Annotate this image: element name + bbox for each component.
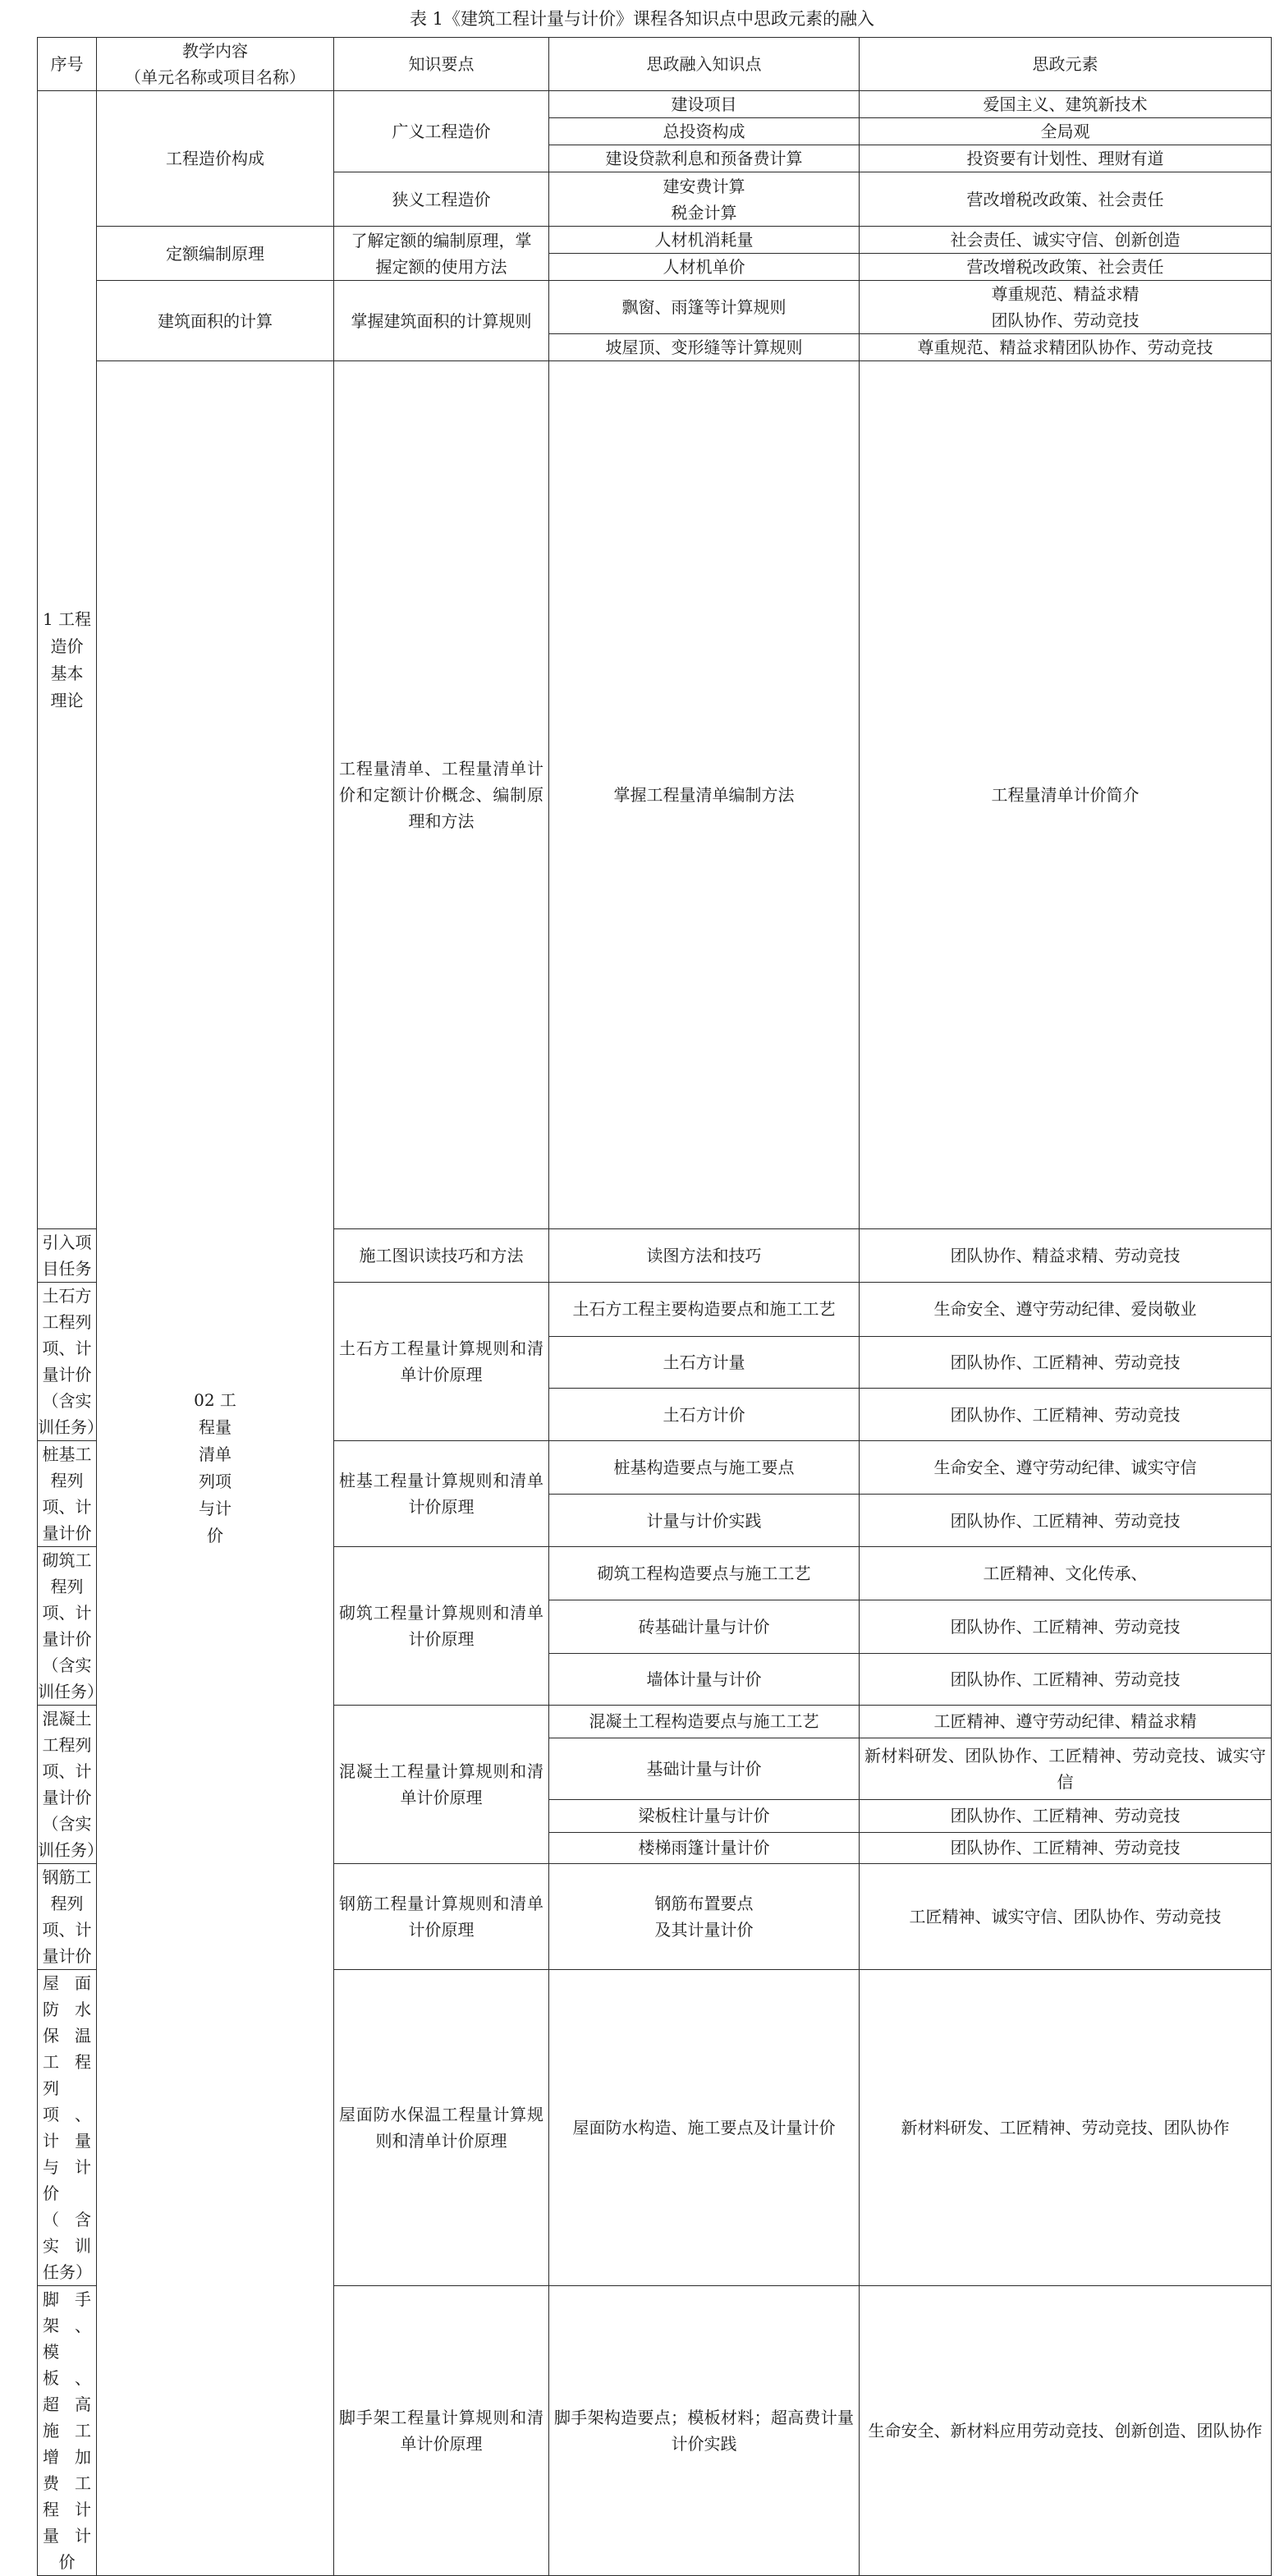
integration-cell: 土石方计量 (549, 1336, 860, 1389)
element-cell: 团队协作、工匠精神、劳动竞技 (860, 1832, 1272, 1863)
section1-seq-line: 基本 (50, 663, 84, 683)
header-seq: 序号 (38, 38, 97, 91)
section1-seq-line: 造价 (50, 636, 84, 656)
table-row (38, 361, 1272, 1229)
integration-cell: 墙体计量与计价 (549, 1653, 860, 1705)
section1-seq-line: 1 工程 (42, 608, 92, 629)
element-cell: 团队协作、精益求精、劳动竞技 (860, 1229, 1272, 1283)
header-elements: 思政元素 (860, 38, 1272, 91)
content-cell: 钢筋工程列项、计量计价 (38, 1864, 97, 1970)
element-cell: 新材料研发、团队协作、工匠精神、劳动竞技、诚实守信 (860, 1738, 1272, 1800)
integration-cell: 建设贷款利息和预备费计算 (549, 145, 860, 172)
element-line: 团队协作、劳动竞技 (991, 310, 1140, 330)
section2-seq-cell (97, 361, 334, 2576)
point-cell: 混凝土工程量计算规则和清单计价原理 (334, 1706, 549, 1864)
element-cell: 工匠精神、遵守劳动纪律、精益求精 (860, 1706, 1272, 1738)
integration-cell: 屋面防水构造、施工要点及计量计价 (549, 1970, 860, 2286)
content-cell: 屋面防水保温工程列项、计量与计价（含实训任务） (38, 1970, 97, 2286)
point-cell: 钢筋工程量计算规则和清单计价原理 (334, 1864, 549, 1970)
section2-seq-line: 清单 (199, 1444, 232, 1464)
section2-seq-line: 程量 (199, 1417, 232, 1437)
integration-cell: 读图方法和技巧 (549, 1229, 860, 1283)
point-cell: 掌握工程量清单编制方法 (549, 361, 860, 1229)
element-cell: 社会责任、诚实守信、创新创造 (860, 227, 1272, 254)
element-cell: 生命安全、遵守劳动纪律、爱岗敬业 (860, 1283, 1272, 1337)
integration-line: 税金计算 (671, 202, 737, 223)
content-line: 混凝土工程列项、计量计价 (42, 1709, 92, 1807)
integration-cell: 建设项目 (549, 91, 860, 118)
integration-cell (549, 172, 860, 227)
table-row (38, 281, 1272, 334)
element-cell: 工匠精神、文化传承、 (860, 1547, 1272, 1600)
section2-seq-line: 与计 (199, 1499, 232, 1518)
point-line: 了解定额的编制原理，掌 (351, 230, 532, 250)
section2-seq-line: 列项 (199, 1472, 232, 1491)
ideology-integration-table (37, 37, 1272, 2576)
element-cell: 团队协作、工匠精神、劳动竞技 (860, 1800, 1272, 1833)
integration-cell: 基础计量与计价 (549, 1738, 860, 1800)
header-content-line2: （单元名称或项目名称） (125, 67, 305, 87)
header-content-line1: 教学内容 (182, 41, 248, 61)
point-cell: 桩基工程量计算规则和清单计价原理 (334, 1441, 549, 1547)
point-cell: 狭义工程造价 (334, 172, 549, 227)
content-cell: 建筑面积的计算 (97, 281, 334, 361)
point-cell: 土石方工程量计算规则和清单计价原理 (334, 1283, 549, 1441)
integration-cell: 坡屋顶、变形缝等计算规则 (549, 334, 860, 361)
header-points: 知识要点 (334, 38, 549, 91)
element-cell: 营改增税改政策、社会责任 (860, 172, 1272, 227)
point-line: 握定额的使用方法 (375, 256, 507, 277)
integration-cell: 计量与计价实践 (549, 1495, 860, 1547)
integration-cell: 混凝土工程构造要点与施工工艺 (549, 1706, 860, 1738)
table-row (38, 227, 1272, 254)
integration-cell: 人材机消耗量 (549, 227, 860, 254)
content-cell (38, 1283, 103, 1441)
integration-cell: 砖基础计量与计价 (549, 1600, 860, 1653)
integration-cell: 梁板柱计量与计价 (549, 1800, 860, 1833)
integration-line: 建安费计算 (663, 176, 745, 196)
content-cell: 工程量清单、工程量清单计价和定额计价概念、编制原理和方法 (334, 361, 549, 1229)
point-cell: 脚手架工程量计算规则和清单计价原理 (334, 2286, 549, 2576)
content-line: 土石方工程列项、计量计价 (42, 1286, 92, 1384)
content-cell: 桩基工程列项、计量计价 (38, 1441, 97, 1547)
point-cell (334, 227, 549, 281)
point-cell: 屋面防水保温工程量计算规则和清单计价原理 (334, 1970, 549, 2286)
point-cell: 施工图识读技巧和方法 (334, 1229, 549, 1283)
integration-cell: 土石方工程主要构造要点和施工工艺 (549, 1283, 860, 1337)
table-row (38, 91, 1272, 118)
integration-line: 及其计量计价 (654, 1920, 754, 1940)
point-cell: 广义工程造价 (334, 91, 549, 172)
integration-cell: 人材机单价 (549, 254, 860, 281)
element-cell: 爱国主义、建筑新技术 (860, 91, 1272, 118)
integration-cell (549, 1864, 860, 1970)
content-cell: 脚手架、模板、超高施工增加费工程计量计价 (38, 2286, 97, 2576)
content-cell (38, 1706, 103, 1864)
header-content (97, 38, 334, 91)
content-line: （含实训任务） (38, 1814, 103, 1860)
integration-cell: 楼梯雨篷计量计价 (549, 1832, 860, 1863)
element-cell: 投资要有计划性、理财有道 (860, 145, 1272, 172)
element-line: 尊重规范、精益求精 (991, 284, 1140, 304)
element-cell: 新材料研发、工匠精神、劳动竞技、团队协作 (860, 1970, 1272, 2286)
content-cell: 工程造价构成 (97, 91, 334, 227)
integration-cell: 飘窗、雨篷等计算规则 (549, 281, 860, 334)
content-line: （含实训任务） (38, 1391, 103, 1437)
integration-cell: 桩基构造要点与施工要点 (549, 1441, 860, 1495)
element-cell: 团队协作、工匠精神、劳动竞技 (860, 1600, 1272, 1653)
section2-seq-line: 02 工 (194, 1390, 236, 1410)
element-cell: 尊重规范、精益求精团队协作、劳动竞技 (860, 334, 1272, 361)
integration-cell: 总投资构成 (549, 118, 860, 145)
element-cell: 团队协作、工匠精神、劳动竞技 (860, 1389, 1272, 1441)
element-cell: 生命安全、遵守劳动纪律、诚实守信 (860, 1441, 1272, 1495)
integration-cell: 工程量清单计价简介 (860, 361, 1272, 1229)
element-cell: 团队协作、工匠精神、劳动竞技 (860, 1653, 1272, 1705)
element-cell: 营改增税改政策、社会责任 (860, 254, 1272, 281)
table-caption: 表 1《建筑工程计量与计价》课程各知识点中思政元素的融入 (409, 9, 875, 29)
content-line: 砌筑工程列项、计量计价 (42, 1550, 92, 1649)
section1-seq-line: 理论 (50, 690, 84, 710)
table-header-row (38, 38, 1272, 91)
element-cell (860, 281, 1272, 334)
content-line: （含实训任务） (38, 1655, 103, 1701)
content-cell (38, 1547, 103, 1706)
element-cell: 生命安全、新材料应用劳动竞技、创新创造、团队协作 (860, 2286, 1272, 2576)
element-cell: 全局观 (860, 118, 1272, 145)
integration-cell: 土石方计价 (549, 1389, 860, 1441)
header-integration: 思政融入知识点 (549, 38, 860, 91)
integration-line: 钢筋布置要点 (654, 1894, 754, 1913)
section1-seq-cell (38, 91, 97, 1229)
content-cell: 引入项目任务 (38, 1229, 97, 1283)
integration-cell: 砌筑工程构造要点与施工工艺 (549, 1547, 860, 1600)
integration-cell: 脚手架构造要点；模板材料；超高费计量计价实践 (549, 2286, 860, 2576)
element-cell: 团队协作、工匠精神、劳动竞技 (860, 1336, 1272, 1389)
point-cell: 砌筑工程量计算规则和清单计价原理 (334, 1547, 549, 1706)
section2-seq-line: 价 (207, 1526, 223, 1545)
element-cell: 工匠精神、诚实守信、团队协作、劳动竞技 (860, 1864, 1272, 1970)
content-cell: 定额编制原理 (97, 227, 334, 281)
element-cell: 团队协作、工匠精神、劳动竞技 (860, 1495, 1272, 1547)
point-cell: 掌握建筑面积的计算规则 (334, 281, 549, 361)
